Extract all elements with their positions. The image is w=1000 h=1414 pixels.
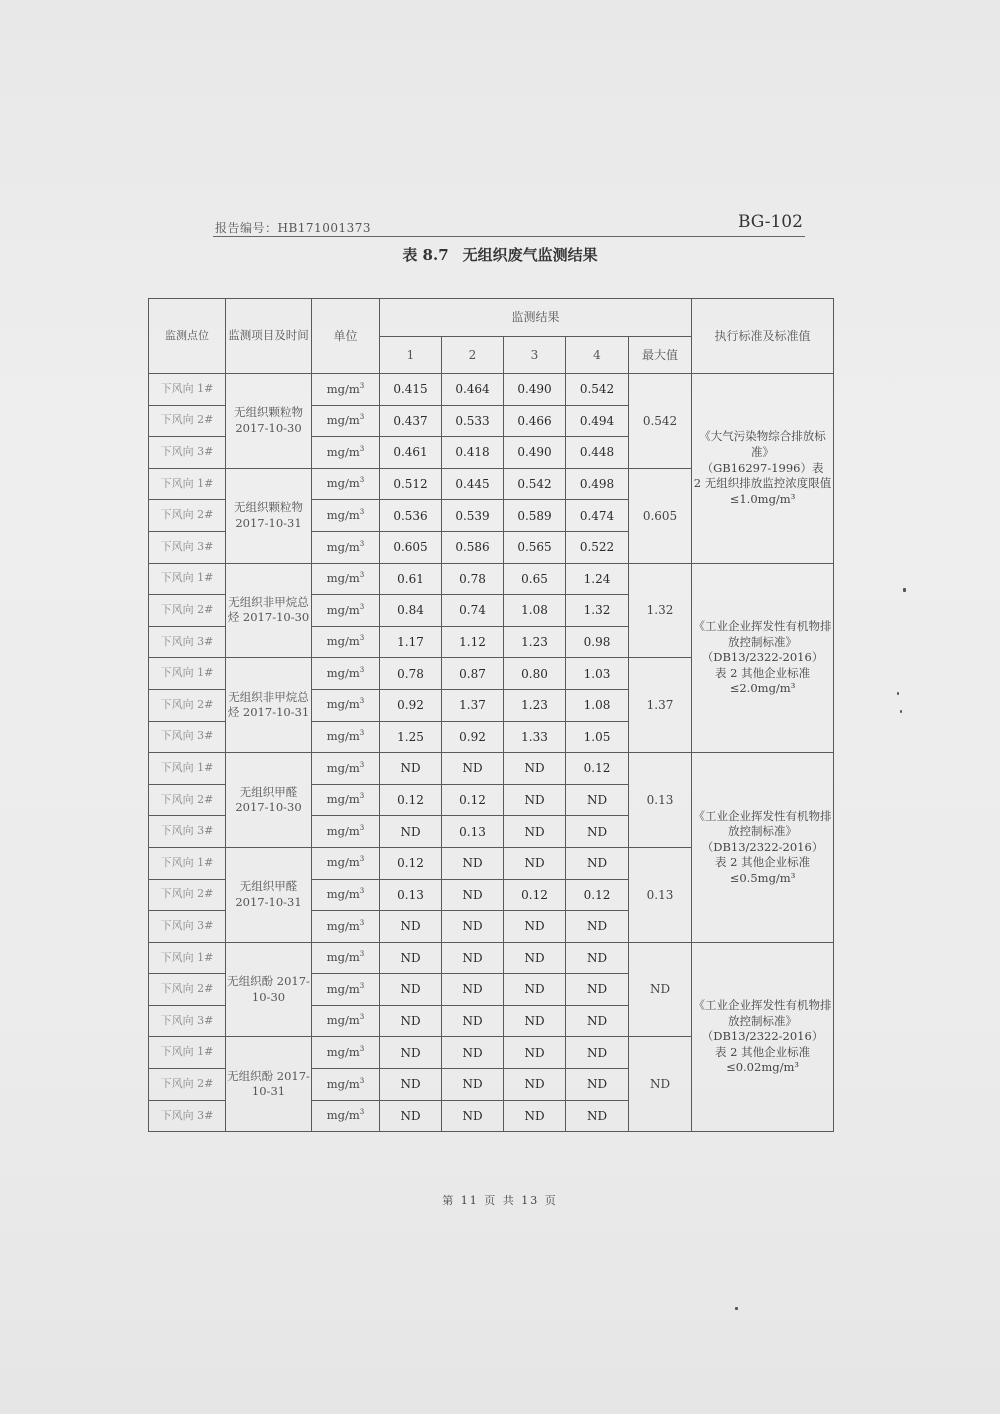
unit-exponent: 3 xyxy=(359,792,365,801)
result-value: 0.542 xyxy=(504,468,566,500)
monitoring-results-table xyxy=(148,298,834,1132)
monitoring-point: 下风向 1# xyxy=(149,468,226,500)
result-value: 0.542 xyxy=(566,374,629,406)
result-value: ND xyxy=(442,1005,504,1037)
unit-exponent: 3 xyxy=(359,729,365,738)
standard-cell xyxy=(692,563,834,753)
result-value: 0.418 xyxy=(442,437,504,469)
unit-text: mg/m xyxy=(326,476,360,491)
header-col-max: 最大值 xyxy=(629,337,692,374)
result-value: ND xyxy=(380,974,442,1006)
result-value: 0.78 xyxy=(442,563,504,595)
result-value: 1.37 xyxy=(442,689,504,721)
max-value: 0.13 xyxy=(629,753,692,848)
unit-cell xyxy=(312,911,380,943)
result-value: 0.84 xyxy=(380,595,442,627)
unit-text: mg/m xyxy=(326,381,360,396)
unit-text: mg/m xyxy=(326,792,360,807)
scan-speck xyxy=(735,1307,738,1310)
result-value: ND xyxy=(566,1005,629,1037)
unit-cell xyxy=(312,1069,380,1101)
table-row xyxy=(149,374,834,406)
unit-exponent: 3 xyxy=(359,1045,365,1054)
monitoring-point: 下风向 3# xyxy=(149,721,226,753)
monitoring-point: 下风向 2# xyxy=(149,500,226,532)
result-value: 0.437 xyxy=(380,405,442,437)
result-value: 0.12 xyxy=(566,879,629,911)
result-value: 0.512 xyxy=(380,468,442,500)
unit-exponent: 3 xyxy=(359,508,365,517)
result-value: 1.05 xyxy=(566,721,629,753)
standard-line: 表 2 其他企业标准 xyxy=(714,665,811,680)
result-value: 0.12 xyxy=(380,847,442,879)
standard-cell xyxy=(692,374,834,564)
unit-cell xyxy=(312,847,380,879)
result-value: ND xyxy=(442,879,504,911)
unit-exponent: 3 xyxy=(359,950,365,959)
result-value: ND xyxy=(442,1037,504,1069)
unit-cell xyxy=(312,531,380,563)
unit-text: mg/m xyxy=(326,634,360,649)
result-value: 0.605 xyxy=(380,531,442,563)
max-value: 0.13 xyxy=(629,847,692,942)
monitoring-point: 下风向 2# xyxy=(149,974,226,1006)
unit-cell xyxy=(312,500,380,532)
result-value: 0.92 xyxy=(380,689,442,721)
result-value: 0.13 xyxy=(380,879,442,911)
result-value: ND xyxy=(566,816,629,848)
unit-cell xyxy=(312,1005,380,1037)
monitoring-item: 无组织非甲烷总烃 2017-10-31 xyxy=(226,658,312,753)
result-value: ND xyxy=(442,942,504,974)
unit-exponent: 3 xyxy=(359,381,365,390)
standard-line: ≤1.0mg/m³ xyxy=(729,491,796,506)
table-row xyxy=(149,942,834,974)
unit-text: mg/m xyxy=(326,823,360,838)
result-value: 0.92 xyxy=(442,721,504,753)
header-standard: 执行标准及标准值 xyxy=(692,299,834,374)
result-value: 0.490 xyxy=(504,437,566,469)
result-value: ND xyxy=(380,942,442,974)
standard-line: 表 2 其他企业标准 xyxy=(714,1044,811,1059)
monitoring-item: 无组织非甲烷总烃 2017-10-30 xyxy=(226,563,312,658)
unit-text: mg/m xyxy=(326,697,360,712)
unit-exponent: 3 xyxy=(359,760,365,769)
result-value: 1.08 xyxy=(504,595,566,627)
result-value: ND xyxy=(442,1100,504,1132)
result-value: ND xyxy=(380,1100,442,1132)
result-value: 0.565 xyxy=(504,531,566,563)
result-value: 0.12 xyxy=(566,753,629,785)
standard-line: （GB16297-1996）表 xyxy=(701,460,824,475)
result-value: ND xyxy=(566,1069,629,1101)
scan-speck xyxy=(903,588,906,592)
result-value: ND xyxy=(566,847,629,879)
unit-cell xyxy=(312,374,380,406)
result-value: 1.23 xyxy=(504,689,566,721)
unit-cell xyxy=(312,721,380,753)
result-value: 0.539 xyxy=(442,500,504,532)
standard-line: 2 无组织排放监控浓度限值 xyxy=(693,476,832,491)
table-row xyxy=(149,753,834,785)
monitoring-point: 下风向 3# xyxy=(149,626,226,658)
monitoring-point: 下风向 3# xyxy=(149,531,226,563)
result-value: ND xyxy=(504,942,566,974)
result-value: 0.65 xyxy=(504,563,566,595)
result-value: 1.12 xyxy=(442,626,504,658)
monitoring-point: 下风向 3# xyxy=(149,437,226,469)
result-value: ND xyxy=(566,911,629,943)
result-value: 0.448 xyxy=(566,437,629,469)
table-number: 表 8.7 xyxy=(402,246,449,264)
monitoring-point: 下风向 1# xyxy=(149,942,226,974)
unit-text: mg/m xyxy=(326,1045,360,1059)
result-value: ND xyxy=(380,1069,442,1101)
report-number: 报告编号：HB171001373 xyxy=(215,221,371,235)
result-value: 0.490 xyxy=(504,374,566,406)
unit-text: mg/m xyxy=(326,1013,360,1028)
monitoring-point: 下风向 2# xyxy=(149,405,226,437)
max-value: 0.542 xyxy=(629,374,692,469)
result-value: 0.466 xyxy=(504,405,566,437)
result-value: 0.589 xyxy=(504,500,566,532)
header-col-4: 4 xyxy=(566,337,629,374)
unit-text: mg/m xyxy=(326,855,360,870)
unit-text: mg/m xyxy=(326,1076,360,1091)
result-value: 0.61 xyxy=(380,563,442,595)
unit-text: mg/m xyxy=(326,918,360,933)
unit-cell xyxy=(312,405,380,437)
result-value: ND xyxy=(380,816,442,848)
result-value: 0.12 xyxy=(442,784,504,816)
unit-exponent: 3 xyxy=(359,918,365,927)
result-value: ND xyxy=(566,974,629,1006)
unit-cell xyxy=(312,879,380,911)
scan-speck xyxy=(897,692,899,695)
monitoring-point: 下风向 2# xyxy=(149,689,226,721)
result-value: 0.80 xyxy=(504,658,566,690)
max-value: 1.32 xyxy=(629,563,692,658)
standard-line: ≤2.0mg/m³ xyxy=(729,681,796,696)
monitoring-point: 下风向 3# xyxy=(149,911,226,943)
result-value: 0.586 xyxy=(442,531,504,563)
unit-exponent: 3 xyxy=(359,855,365,864)
monitoring-point: 下风向 2# xyxy=(149,595,226,627)
max-value: 1.37 xyxy=(629,658,692,753)
result-value: 1.24 xyxy=(566,563,629,595)
monitoring-item: 无组织甲醛 2017-10-30 xyxy=(226,753,312,848)
unit-exponent: 3 xyxy=(359,571,365,580)
monitoring-point: 下风向 3# xyxy=(149,1100,226,1132)
monitoring-item: 无组织酚 2017-10-30 xyxy=(226,942,312,1037)
unit-text: mg/m xyxy=(326,602,360,617)
monitoring-item: 无组织酚 2017-10-31 xyxy=(226,1037,312,1132)
unit-cell xyxy=(312,626,380,658)
monitoring-item: 无组织甲醛 2017-10-31 xyxy=(226,847,312,942)
unit-cell xyxy=(312,595,380,627)
result-value: ND xyxy=(566,942,629,974)
result-value: 0.533 xyxy=(442,405,504,437)
result-value: ND xyxy=(504,847,566,879)
max-value: ND xyxy=(629,1037,692,1132)
result-value: 0.494 xyxy=(566,405,629,437)
unit-exponent: 3 xyxy=(359,1108,365,1117)
result-value: ND xyxy=(442,974,504,1006)
unit-cell xyxy=(312,974,380,1006)
unit-cell xyxy=(312,689,380,721)
monitoring-point: 下风向 1# xyxy=(149,658,226,690)
result-value: ND xyxy=(504,816,566,848)
result-value: ND xyxy=(380,911,442,943)
result-value: ND xyxy=(566,784,629,816)
monitoring-item: 无组织颗粒物 2017-10-31 xyxy=(226,468,312,563)
result-value: 0.12 xyxy=(380,784,442,816)
standard-line: （DB13/2322-2016） xyxy=(701,839,824,854)
monitoring-point: 下风向 2# xyxy=(149,1069,226,1101)
unit-text: mg/m xyxy=(326,507,360,522)
result-value: 0.12 xyxy=(504,879,566,911)
result-value: 1.33 xyxy=(504,721,566,753)
unit-exponent: 3 xyxy=(359,539,365,548)
result-value: 0.98 xyxy=(566,626,629,658)
unit-exponent: 3 xyxy=(359,981,365,990)
header-point: 监测点位 xyxy=(149,299,226,374)
unit-cell xyxy=(312,784,380,816)
standard-cell xyxy=(692,753,834,943)
unit-exponent: 3 xyxy=(359,887,365,896)
result-value: ND xyxy=(504,784,566,816)
standard-line: 《工业企业挥发性有机物排放控制标准》 xyxy=(693,808,832,839)
unit-text: mg/m xyxy=(326,539,360,554)
result-value: ND xyxy=(504,1005,566,1037)
unit-text: mg/m xyxy=(326,413,360,428)
unit-text: mg/m xyxy=(326,981,360,996)
monitoring-point: 下风向 1# xyxy=(149,1037,226,1069)
max-value: ND xyxy=(629,942,692,1037)
unit-text: mg/m xyxy=(326,760,360,775)
unit-text: mg/m xyxy=(326,887,360,902)
result-value: 0.445 xyxy=(442,468,504,500)
unit-text: mg/m xyxy=(326,571,360,586)
unit-text: mg/m xyxy=(326,950,360,965)
result-value: 0.87 xyxy=(442,658,504,690)
result-value: 1.03 xyxy=(566,658,629,690)
result-value: 1.17 xyxy=(380,626,442,658)
unit-cell xyxy=(312,468,380,500)
result-value: ND xyxy=(504,753,566,785)
unit-cell xyxy=(312,658,380,690)
result-value: ND xyxy=(504,1069,566,1101)
standard-line: ≤0.02mg/m³ xyxy=(726,1060,799,1075)
unit-exponent: 3 xyxy=(359,602,365,611)
unit-exponent: 3 xyxy=(359,697,365,706)
unit-exponent: 3 xyxy=(359,634,365,643)
result-value: ND xyxy=(504,1037,566,1069)
result-value: 1.23 xyxy=(504,626,566,658)
unit-exponent: 3 xyxy=(359,413,365,422)
table-title xyxy=(0,244,1000,265)
standard-line: 表 2 其他企业标准 xyxy=(714,855,811,870)
result-value: ND xyxy=(380,1037,442,1069)
result-value: 0.498 xyxy=(566,468,629,500)
result-value: 1.25 xyxy=(380,721,442,753)
standard-cell xyxy=(692,942,834,1132)
standard-line: （DB13/2322-2016） xyxy=(701,650,824,665)
standard-line: 《工业企业挥发性有机物排放控制标准》 xyxy=(693,619,832,649)
table-caption: 无组织废气监测结果 xyxy=(462,246,598,264)
unit-cell xyxy=(312,753,380,785)
monitoring-point: 下风向 3# xyxy=(149,816,226,848)
standard-line: ≤0.5mg/m³ xyxy=(729,870,796,885)
header-col-3: 3 xyxy=(504,337,566,374)
result-value: 0.461 xyxy=(380,437,442,469)
result-value: 0.474 xyxy=(566,500,629,532)
unit-exponent: 3 xyxy=(359,444,365,453)
header-col-2: 2 xyxy=(442,337,504,374)
header-item: 监测项目及时间 xyxy=(226,299,312,374)
result-value: ND xyxy=(566,1037,629,1069)
page-number: 第 11 页 共 13 页 xyxy=(442,1194,558,1207)
monitoring-point: 下风向 2# xyxy=(149,784,226,816)
unit-exponent: 3 xyxy=(359,476,365,485)
table-row xyxy=(149,563,834,595)
header-col-1: 1 xyxy=(380,337,442,374)
result-value: ND xyxy=(380,753,442,785)
standard-line: （DB13/2322-2016） xyxy=(701,1029,824,1044)
monitoring-point: 下风向 3# xyxy=(149,1005,226,1037)
standard-line: 《工业企业挥发性有机物排放控制标准》 xyxy=(693,998,832,1028)
result-value: ND xyxy=(442,1069,504,1101)
result-value: ND xyxy=(442,753,504,785)
result-value: ND xyxy=(504,911,566,943)
unit-text: mg/m xyxy=(326,444,360,459)
result-value: 0.78 xyxy=(380,658,442,690)
unit-exponent: 3 xyxy=(359,824,365,833)
result-value: ND xyxy=(442,847,504,879)
standard-line: 《大气污染物综合排放标准》 xyxy=(699,429,826,459)
scan-speck xyxy=(900,710,902,713)
unit-exponent: 3 xyxy=(359,666,365,675)
monitoring-item: 无组织颗粒物 2017-10-30 xyxy=(226,374,312,469)
result-value: 1.08 xyxy=(566,689,629,721)
header-results: 监测结果 xyxy=(380,299,692,337)
max-value: 0.605 xyxy=(629,468,692,563)
unit-text: mg/m xyxy=(326,729,360,744)
unit-cell xyxy=(312,563,380,595)
unit-cell xyxy=(312,816,380,848)
monitoring-point: 下风向 1# xyxy=(149,753,226,785)
result-value: 0.415 xyxy=(380,374,442,406)
result-value: ND xyxy=(442,911,504,943)
result-value: 0.464 xyxy=(442,374,504,406)
monitoring-point: 下风向 1# xyxy=(149,374,226,406)
result-value: 0.522 xyxy=(566,531,629,563)
result-value: ND xyxy=(566,1100,629,1132)
unit-cell xyxy=(312,437,380,469)
result-value: 0.536 xyxy=(380,500,442,532)
unit-exponent: 3 xyxy=(359,1013,365,1022)
unit-exponent: 3 xyxy=(359,1076,365,1085)
unit-cell xyxy=(312,1100,380,1132)
header-unit: 单位 xyxy=(312,299,380,374)
unit-cell xyxy=(312,1037,380,1069)
document-code: BG-102 xyxy=(738,212,803,232)
header-rule xyxy=(213,236,805,237)
unit-cell xyxy=(312,942,380,974)
result-value: 0.74 xyxy=(442,595,504,627)
monitoring-point: 下风向 2# xyxy=(149,879,226,911)
result-value: ND xyxy=(504,1100,566,1132)
unit-text: mg/m xyxy=(326,665,360,680)
result-value: 0.13 xyxy=(442,816,504,848)
result-value: 1.32 xyxy=(566,595,629,627)
result-value: ND xyxy=(380,1005,442,1037)
monitoring-point: 下风向 1# xyxy=(149,563,226,595)
monitoring-point: 下风向 1# xyxy=(149,847,226,879)
result-value: ND xyxy=(504,974,566,1006)
unit-text: mg/m xyxy=(326,1108,360,1123)
